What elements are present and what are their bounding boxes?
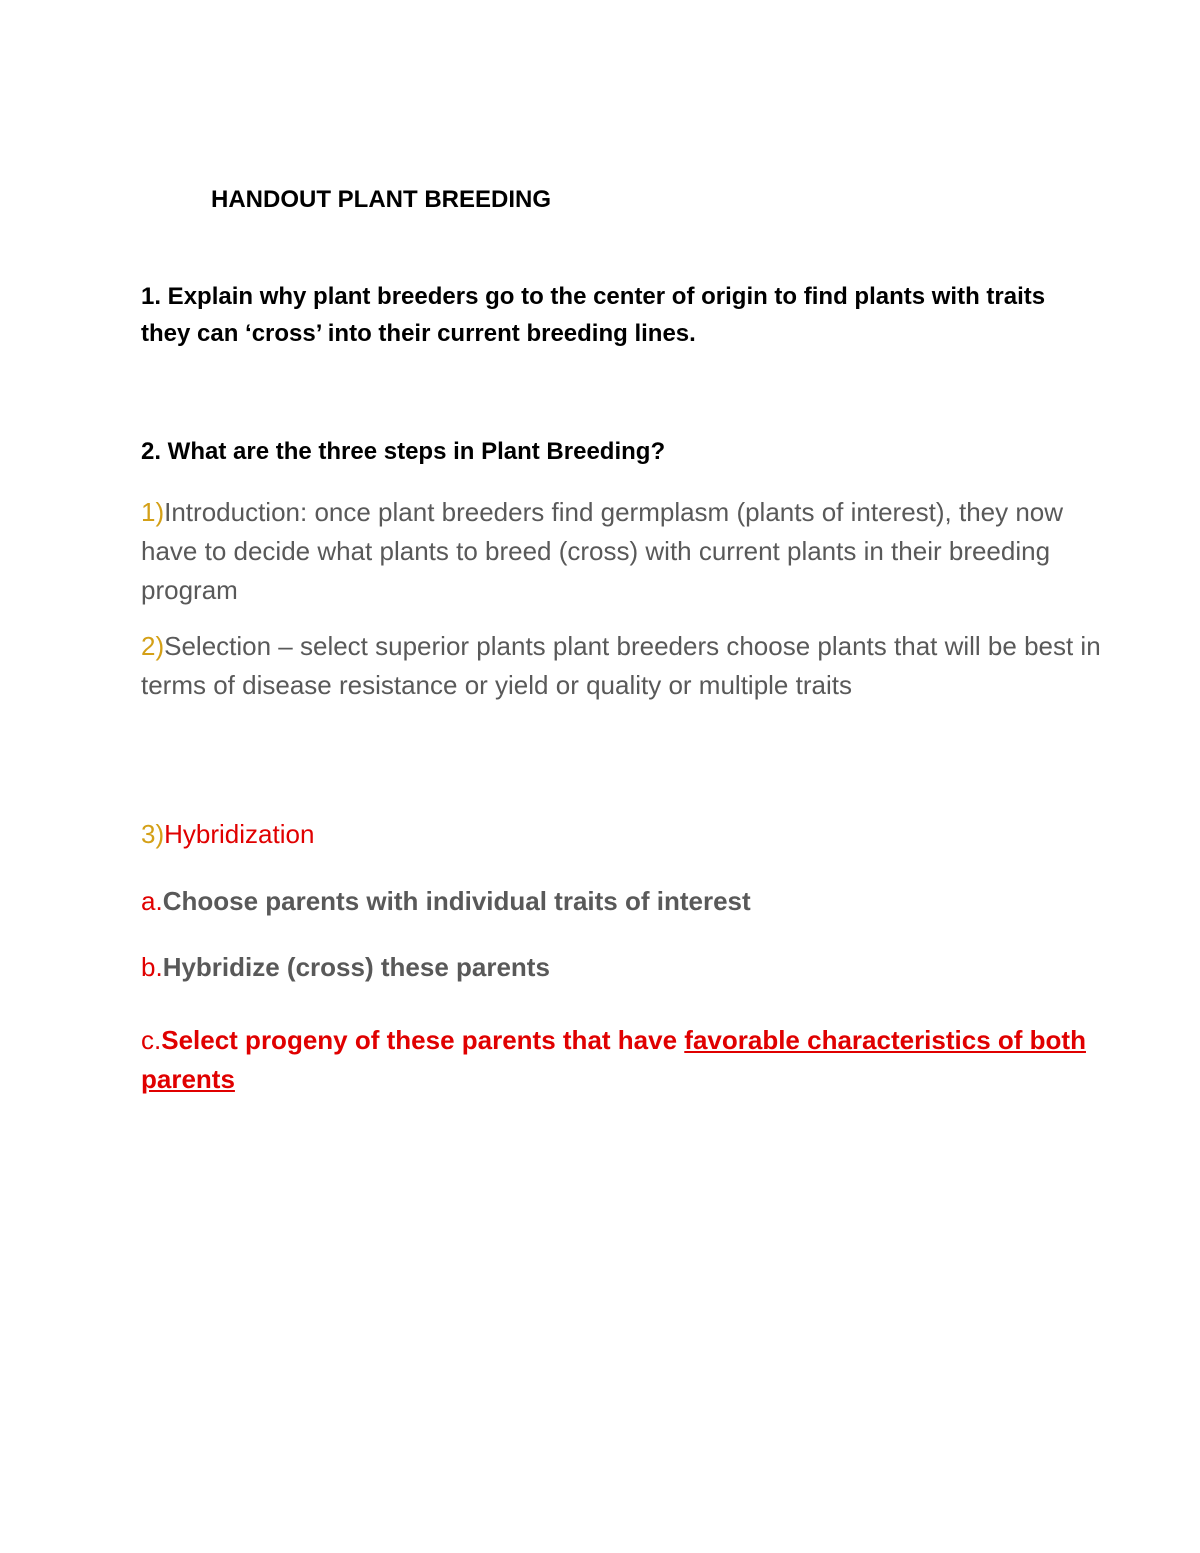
- step-hybridization: [141, 815, 1101, 854]
- substep-text: Hybridize (cross) these parents: [162, 952, 550, 982]
- step-text: Introduction: once plant breeders find germplasm (plants of interest), they now have to decide what plants to breed (cross) with current plants in their breeding program: [141, 497, 1064, 605]
- substep-letter: c.: [141, 1025, 162, 1055]
- substep-text: Select progeny of these parents that have: [161, 1025, 685, 1055]
- step-selection: [141, 627, 1101, 705]
- question-2: 2. What are the three steps in Plant Breeding?: [141, 438, 666, 465]
- substep-c: [141, 1021, 1101, 1099]
- step-number: 1): [141, 497, 165, 527]
- step-text: Selection – select superior plants plant breeders choose plants that will be best in terms of disease resistance or yield or quality or multiple traits: [141, 631, 1101, 700]
- substep-letter: a.: [141, 886, 163, 916]
- question-1: 1. Explain why plant breeders go to the center of origin to find plants with traits they can ‘cross’ into their current breeding lines.: [141, 283, 1046, 347]
- step-number: 2): [141, 631, 165, 661]
- substep-text: Choose parents with individual traits of interest: [162, 886, 751, 916]
- substep-b: [141, 948, 1101, 987]
- step-text: Hybridization: [164, 819, 315, 849]
- step-introduction: [141, 493, 1101, 610]
- substep-letter: b.: [141, 952, 163, 982]
- substep-a: [141, 882, 1101, 921]
- substep-underlined-text: favorable characteristics of both parents: [141, 1025, 1086, 1094]
- document-title: HANDOUT PLANT BREEDING: [211, 186, 551, 213]
- step-number: 3): [141, 819, 165, 849]
